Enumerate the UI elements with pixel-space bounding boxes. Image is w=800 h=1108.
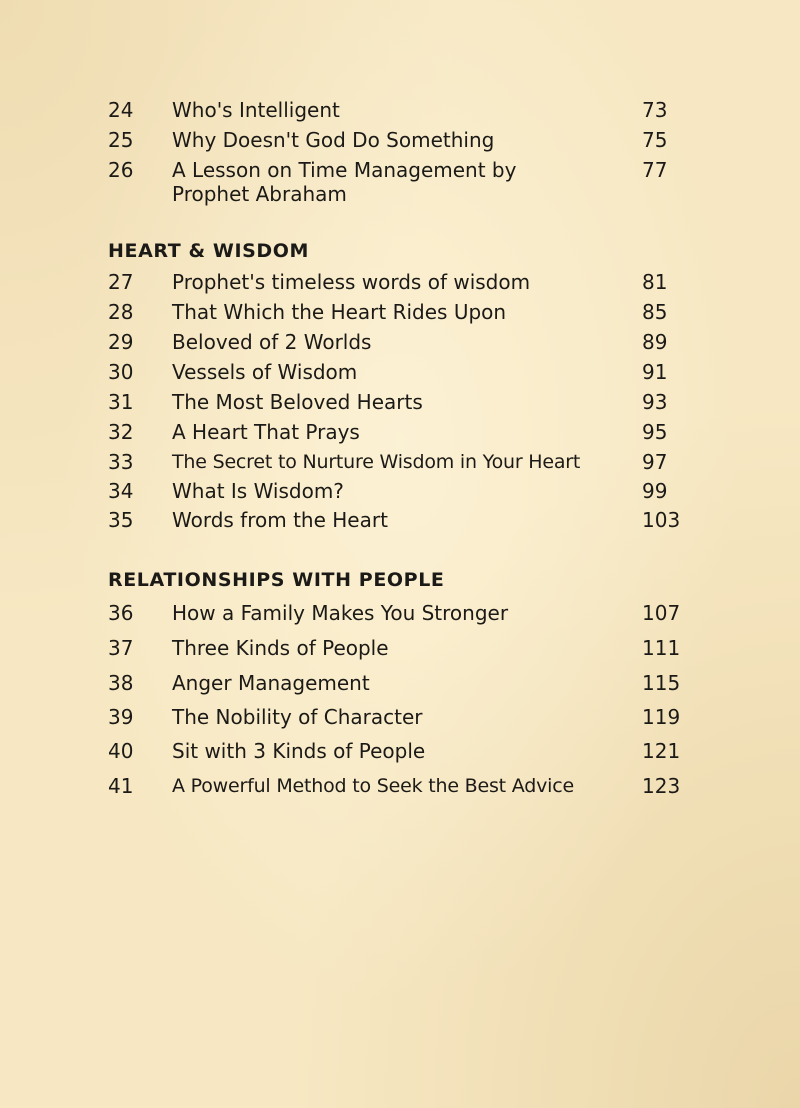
entry-title: Vessels of Wisdom	[172, 360, 358, 384]
entry-page: 121	[642, 739, 681, 763]
entry-title: Beloved of 2 Worlds	[172, 330, 372, 354]
entry-title: Words from the Heart	[172, 508, 388, 532]
section-heading: HEART & WISDOM	[108, 240, 310, 262]
entry-title: The Most Beloved Hearts	[172, 390, 423, 414]
entry-title: The Nobility of Character	[172, 705, 423, 729]
entry-title: Three Kinds of People	[172, 636, 389, 660]
entry-number: 24	[108, 98, 134, 122]
entry-number: 25	[108, 128, 134, 152]
entry-page: 97	[642, 450, 668, 474]
entry-number: 38	[108, 671, 134, 695]
entry-page: 111	[642, 636, 681, 660]
entry-number: 29	[108, 330, 134, 354]
entry-page: 81	[642, 270, 668, 294]
entry-page: 85	[642, 300, 668, 324]
entry-title: A Powerful Method to Seek the Best Advice	[172, 775, 574, 797]
entry-page: 107	[642, 601, 681, 625]
entry-number: 30	[108, 360, 134, 384]
entry-title: A Lesson on Time Management by Prophet Abraham	[172, 158, 517, 206]
entry-title: That Which the Heart Rides Upon	[172, 300, 507, 324]
entry-number: 41	[108, 774, 134, 798]
entry-number: 39	[108, 705, 134, 729]
entry-page: 77	[642, 158, 668, 182]
entry-number: 28	[108, 300, 134, 324]
entry-title: Anger Management	[172, 671, 370, 695]
entry-title: Who's Intelligent	[172, 98, 340, 122]
entry-page: 89	[642, 330, 668, 354]
entry-title: Why Doesn't God Do Something	[172, 128, 495, 152]
entry-title: What Is Wisdom?	[172, 479, 344, 503]
section-heading: RELATIONSHIPS WITH PEOPLE	[108, 569, 445, 591]
entry-page: 115	[642, 671, 681, 695]
entry-page: 75	[642, 128, 668, 152]
entry-page: 103	[642, 508, 681, 532]
entry-number: 34	[108, 479, 134, 503]
entry-number: 33	[108, 450, 134, 474]
entry-title: Sit with 3 Kinds of People	[172, 739, 426, 763]
entry-page: 91	[642, 360, 668, 384]
entry-page: 123	[642, 774, 681, 798]
entry-number: 40	[108, 739, 134, 763]
entry-page: 99	[642, 479, 668, 503]
entry-number: 31	[108, 390, 134, 414]
entry-title: Prophet's timeless words of wisdom	[172, 270, 531, 294]
entry-page: 119	[642, 705, 681, 729]
entry-number: 26	[108, 158, 134, 182]
entry-number: 35	[108, 508, 134, 532]
entry-page: 95	[642, 420, 668, 444]
entry-title: The Secret to Nurture Wisdom in Your Heart	[172, 451, 581, 473]
entry-page: 93	[642, 390, 668, 414]
entry-number: 32	[108, 420, 134, 444]
entry-number: 27	[108, 270, 134, 294]
entry-number: 36	[108, 601, 134, 625]
entry-number: 37	[108, 636, 134, 660]
entry-page: 73	[642, 98, 668, 122]
entry-title: A Heart That Prays	[172, 420, 360, 444]
entry-title: How a Family Makes You Stronger	[172, 601, 509, 625]
